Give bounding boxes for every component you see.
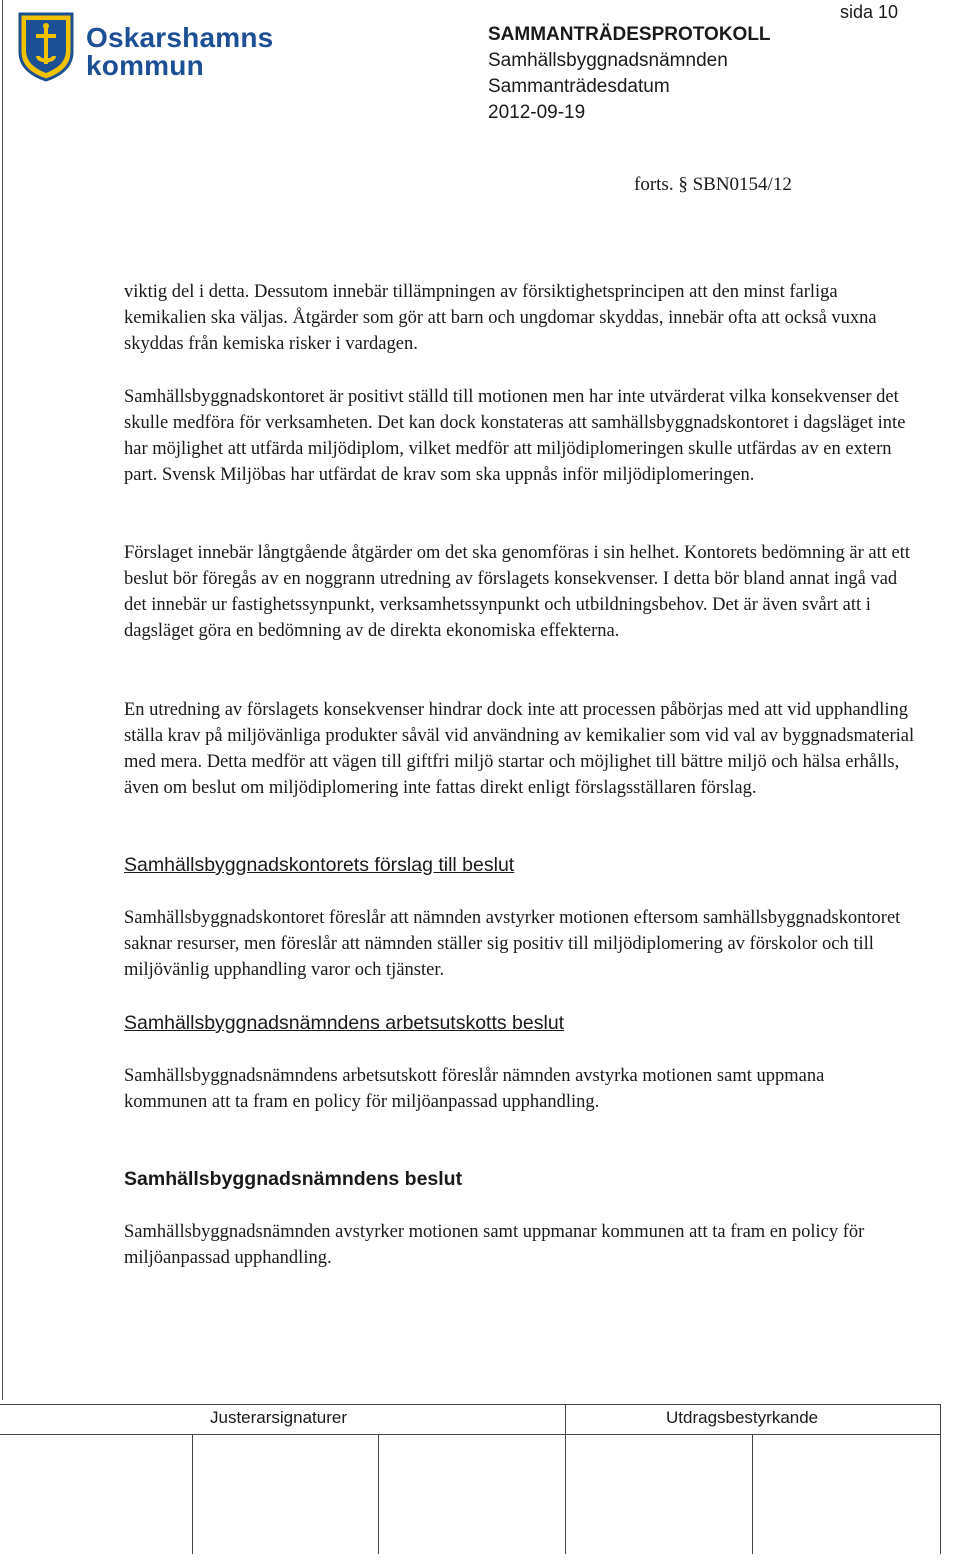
document-title: SAMMANTRÄDESPROTOKOLL — [488, 24, 771, 45]
section-text-proposal: Samhällsbyggnadskontoret föreslår att nämnden avstyrker motionen eftersom samhällsbyggnadskontoret saknar resurser, men föreslår att nämnden ställer sig positiv till miljödiplomering av förskolor och till miljövänlig upphandling varor och tjänster. — [124, 908, 901, 980]
document-header — [488, 22, 771, 126]
case-reference: forts. § SBN0154/12 — [634, 174, 792, 195]
section-heading-proposal: Samhällsbyggnadskontorets förslag till beslut — [124, 854, 515, 876]
committee-name: Samhällsbyggnadsnämnden — [488, 50, 728, 71]
municipality-logo — [10, 10, 274, 88]
section-heading-committee: Samhällsbyggnadsnämndens arbetsutskotts beslut — [124, 1012, 565, 1034]
paragraph-4: En utredning av förslagets konsekvenser hindrar dock inte att processen påbörjas med att vid upphandling ställa krav på miljövänliga produkter såväl vid användning av kemikalier som vid val av byggnadsmaterial med mera. Detta medför att vägen till giftfri miljö startar och möjlighet till bättre miljö och hälsa erhålls, även om beslut om miljödiplomering inte fattas direkt enligt förslagsställaren förslag. — [124, 700, 915, 798]
signature-label-justerare: Justerarsignaturer — [210, 1408, 348, 1427]
paragraph-3: Förslaget innebär långtgående åtgärder om det ska genomföras i sin helhet. Kontorets bedömning är att ett beslut bör föregås av en noggrann utredning av förslagets konsekvenser. I detta bör bland annat ingå vad det innebär ur fastighetssynpunkt, verksamhetssynpunkt och utbildningsbehov. Det är även svårt att i dagsläget göra en bedömning av de direkta ekonomiska effekterna. — [124, 543, 911, 641]
paragraph-1: viktig del i detta. Dessutom innebär tillämpningen av försiktighetsprincipen att den minst farliga kemikalien ska väljas. Åtgärder som gör att barn och ungdomar skyddas, innebär ofta att också vuxna skyddas från kemiska risker i vardagen. — [124, 282, 877, 354]
signature-label-utdrag: Utdragsbestyrkande — [666, 1408, 819, 1427]
meeting-date: 2012-09-19 — [488, 102, 586, 123]
section-heading-decision: Samhällsbyggnadsnämndens beslut — [124, 1168, 463, 1190]
page-number: sida 10 — [840, 2, 899, 22]
logo-line-1: Oskarshamns — [86, 22, 274, 53]
signature-table — [0, 1404, 941, 1554]
coat-of-arms-icon — [18, 12, 74, 82]
logo-line-2: kommun — [86, 50, 204, 81]
paragraph-2: Samhällsbyggnadskontoret är positivt ställd till motionen men har inte utvärderat vilka konsekvenser det skulle medföra för verksamheten. Det kan dock konstateras att samhällsbyggnadskontoret i dagsläget inte har möjlighet att utfärda miljödiplom, vilket medför att miljödiplomeringen skulle utfärdas av en extern part. Svensk Miljöbas har utfärdat de krav som ska uppnås inför miljödiplomeringen. — [124, 387, 906, 485]
section-text-decision: Samhällsbyggnadsnämnden avstyrker motionen samt uppmanar kommunen att ta fram en policy för miljöanpassad upphandling. — [124, 1222, 865, 1268]
left-margin-rule — [2, 0, 3, 1400]
meeting-date-label: Sammanträdesdatum — [488, 76, 670, 97]
section-text-committee: Samhällsbyggnadsnämndens arbetsutskott föreslår nämnden avstyrka motionen samt uppmana kommunen att ta fram en policy för miljöanpassad upphandling. — [124, 1066, 825, 1112]
